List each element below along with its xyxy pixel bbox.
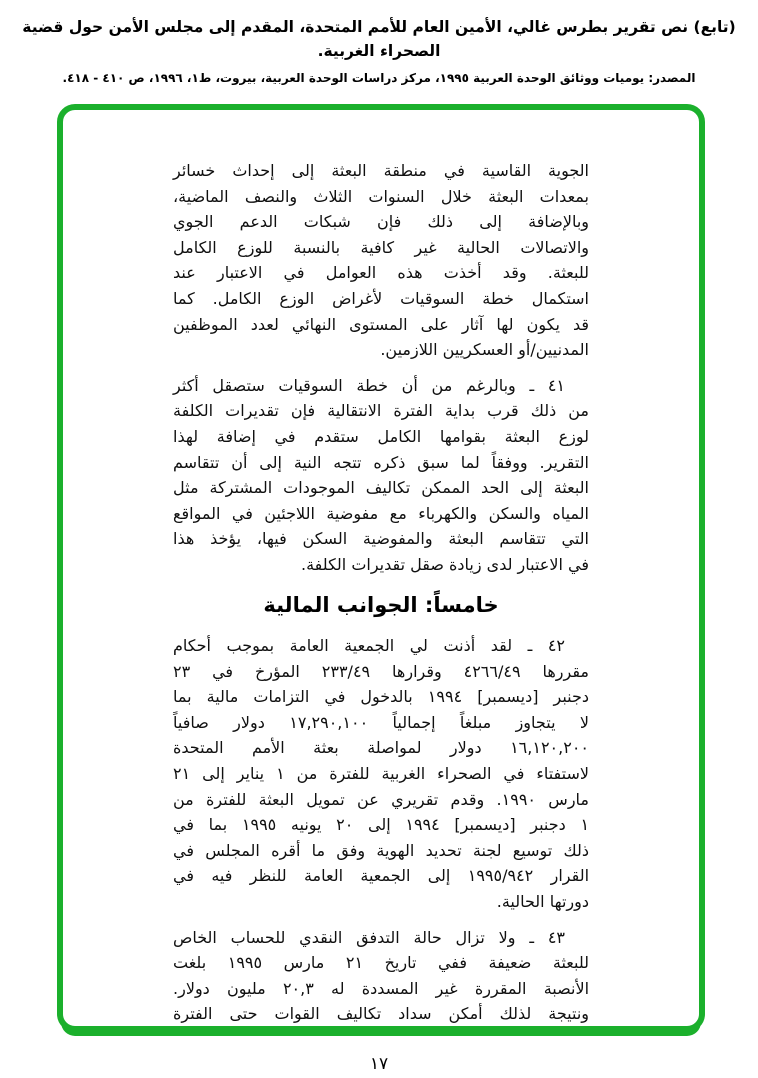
text-line: والاتصالات الحالية غير كافية بالنسبة للوزع الكامل (173, 237, 589, 257)
text-line: الأنصبة المقررة غير المسددة له ٢٠,٣ مليون دولار. (173, 978, 590, 998)
text-line: لا يتجاوز مبلغاً إجمالياً ١٧,٢٩٠,١٠٠ دولار صافياً (173, 712, 590, 732)
page-number: ١٧ (369, 1054, 389, 1074)
document-header (0, 0, 758, 87)
text-line: ٤٣ ـ ولا تزال حالة التدفق النقدي للحساب الخاص (173, 927, 565, 947)
text-line: للبعثة ضعيفة ففي تاريخ ٢١ مارس ١٩٩٥ بلغت (173, 953, 590, 973)
paragraph-43 (173, 925, 589, 1027)
source-citation: المصدر: يوميات ووثائق الوحدة العربية ١٩٩٥، مركز دراسات الوحدة العربية، بيروت، ط١، ١٩٩٦، ص ٤١٠ - ٤١٨. (62, 71, 696, 85)
text-line: ١ دجنبر [ديسمبر] ١٩٩٤ إلى ٢٠ يونيه ١٩٩٥ بما في (173, 815, 590, 835)
paragraph-41 (173, 373, 589, 578)
text-line: ذلك توسيع لجنة تحديد الهوية وفق ما أقره المجلس في (173, 840, 589, 860)
text-line: المدنيين/أو العسكريين اللازمين. (380, 340, 589, 360)
text-line: مارس ١٩٩٠. وقدم تقريري عن تمويل البعثة للفترة من (173, 789, 589, 809)
text-line: القرار ١٩٩٥/٩٤٢ إلى الجمعية العامة للنظر فيه في (173, 866, 590, 886)
text-line: التقرير. ووفقاً لما سبق ذكره تتجه النية إلى أن تتقاسم (173, 452, 589, 472)
text-line: بمعدات البعثة خلال السنوات الثلاث والنصف الماضية، (173, 186, 589, 206)
text-line: وبالإضافة إلى ذلك فإن شبكات الدعم الجوي (173, 212, 589, 232)
text-line: ٤٢ ـ لقد أذنت لي الجمعية العامة بموجب أحكام (173, 636, 565, 656)
text-line: ٤١ ـ وبالرغم من أن خطة السوقيات ستصقل أكثر (173, 375, 565, 395)
text-line: ونتيجة لذلك أمكن سداد تكاليف القوات حتى الفترة (173, 1004, 589, 1024)
text-line: مقررها ٤٢٦٦/٤٩ وقرارها ٢٣٣/٤٩ المؤرخ في ٢٣ (173, 661, 589, 681)
text-line: قد يكون لها آثار على المستوى النهائي لعدد الموظفين (173, 314, 589, 334)
green-border-box (57, 104, 705, 1032)
text-line: للبعثة. وقد أخذت هذه العوامل في الاعتبار عند (173, 263, 589, 283)
text-line: لاستفتاء في الصحراء الغربية للفترة من ١ يناير إلى ٢١ (173, 764, 590, 784)
text-line: لوزع البعثة بقوامها الكامل ستقدم في إضافة لهذا (173, 426, 589, 446)
paragraph-42 (173, 633, 589, 915)
text-line: دجنبر [ديسمبر] ١٩٩٤ بالدخول في التزامات مالية بما (173, 687, 589, 707)
text-line: استكمال خطة السوقيات لأغراض الوزع الكامل. كما (173, 288, 589, 308)
text-line: من ذلك قرب بداية الفترة الانتقالية فإن تقديرات الكلفة (173, 401, 589, 421)
text-line: الجوية القاسية في منطقة البعثة إلى إحداث خسائر (173, 161, 589, 180)
text-line: في الاعتبار لدى زيادة صقل تقديرات الكلفة. (301, 554, 589, 574)
report-title: (تابع) نص تقرير بطرس غالي، الأمين العام للأمم المتحدة، المقدم إلى مجلس الأمن حول قضية الصحراء الغربية. (22, 18, 736, 60)
text-line: المياه والسكن والكهرباء مع مفوضية اللاجئين في المواقع (173, 503, 589, 523)
text-line: التي تتقاسم البعثة والمفوضية السكن فيها، يؤخذ هذا (173, 529, 589, 549)
text-line: دورتها الحالية. (496, 892, 589, 912)
section-heading-financial: خامساً: الجوانب المالية (263, 592, 499, 617)
paragraph-continuation (173, 158, 589, 363)
text-column (173, 110, 589, 1027)
text-line: ١٦,١٢٠,٢٠٠ دولار لمواصلة بعثة الأمم المتحدة (173, 738, 589, 758)
text-line: البعثة إلى الحد الممكن تكاليف الموجودات المشتركة مثل (173, 478, 589, 498)
